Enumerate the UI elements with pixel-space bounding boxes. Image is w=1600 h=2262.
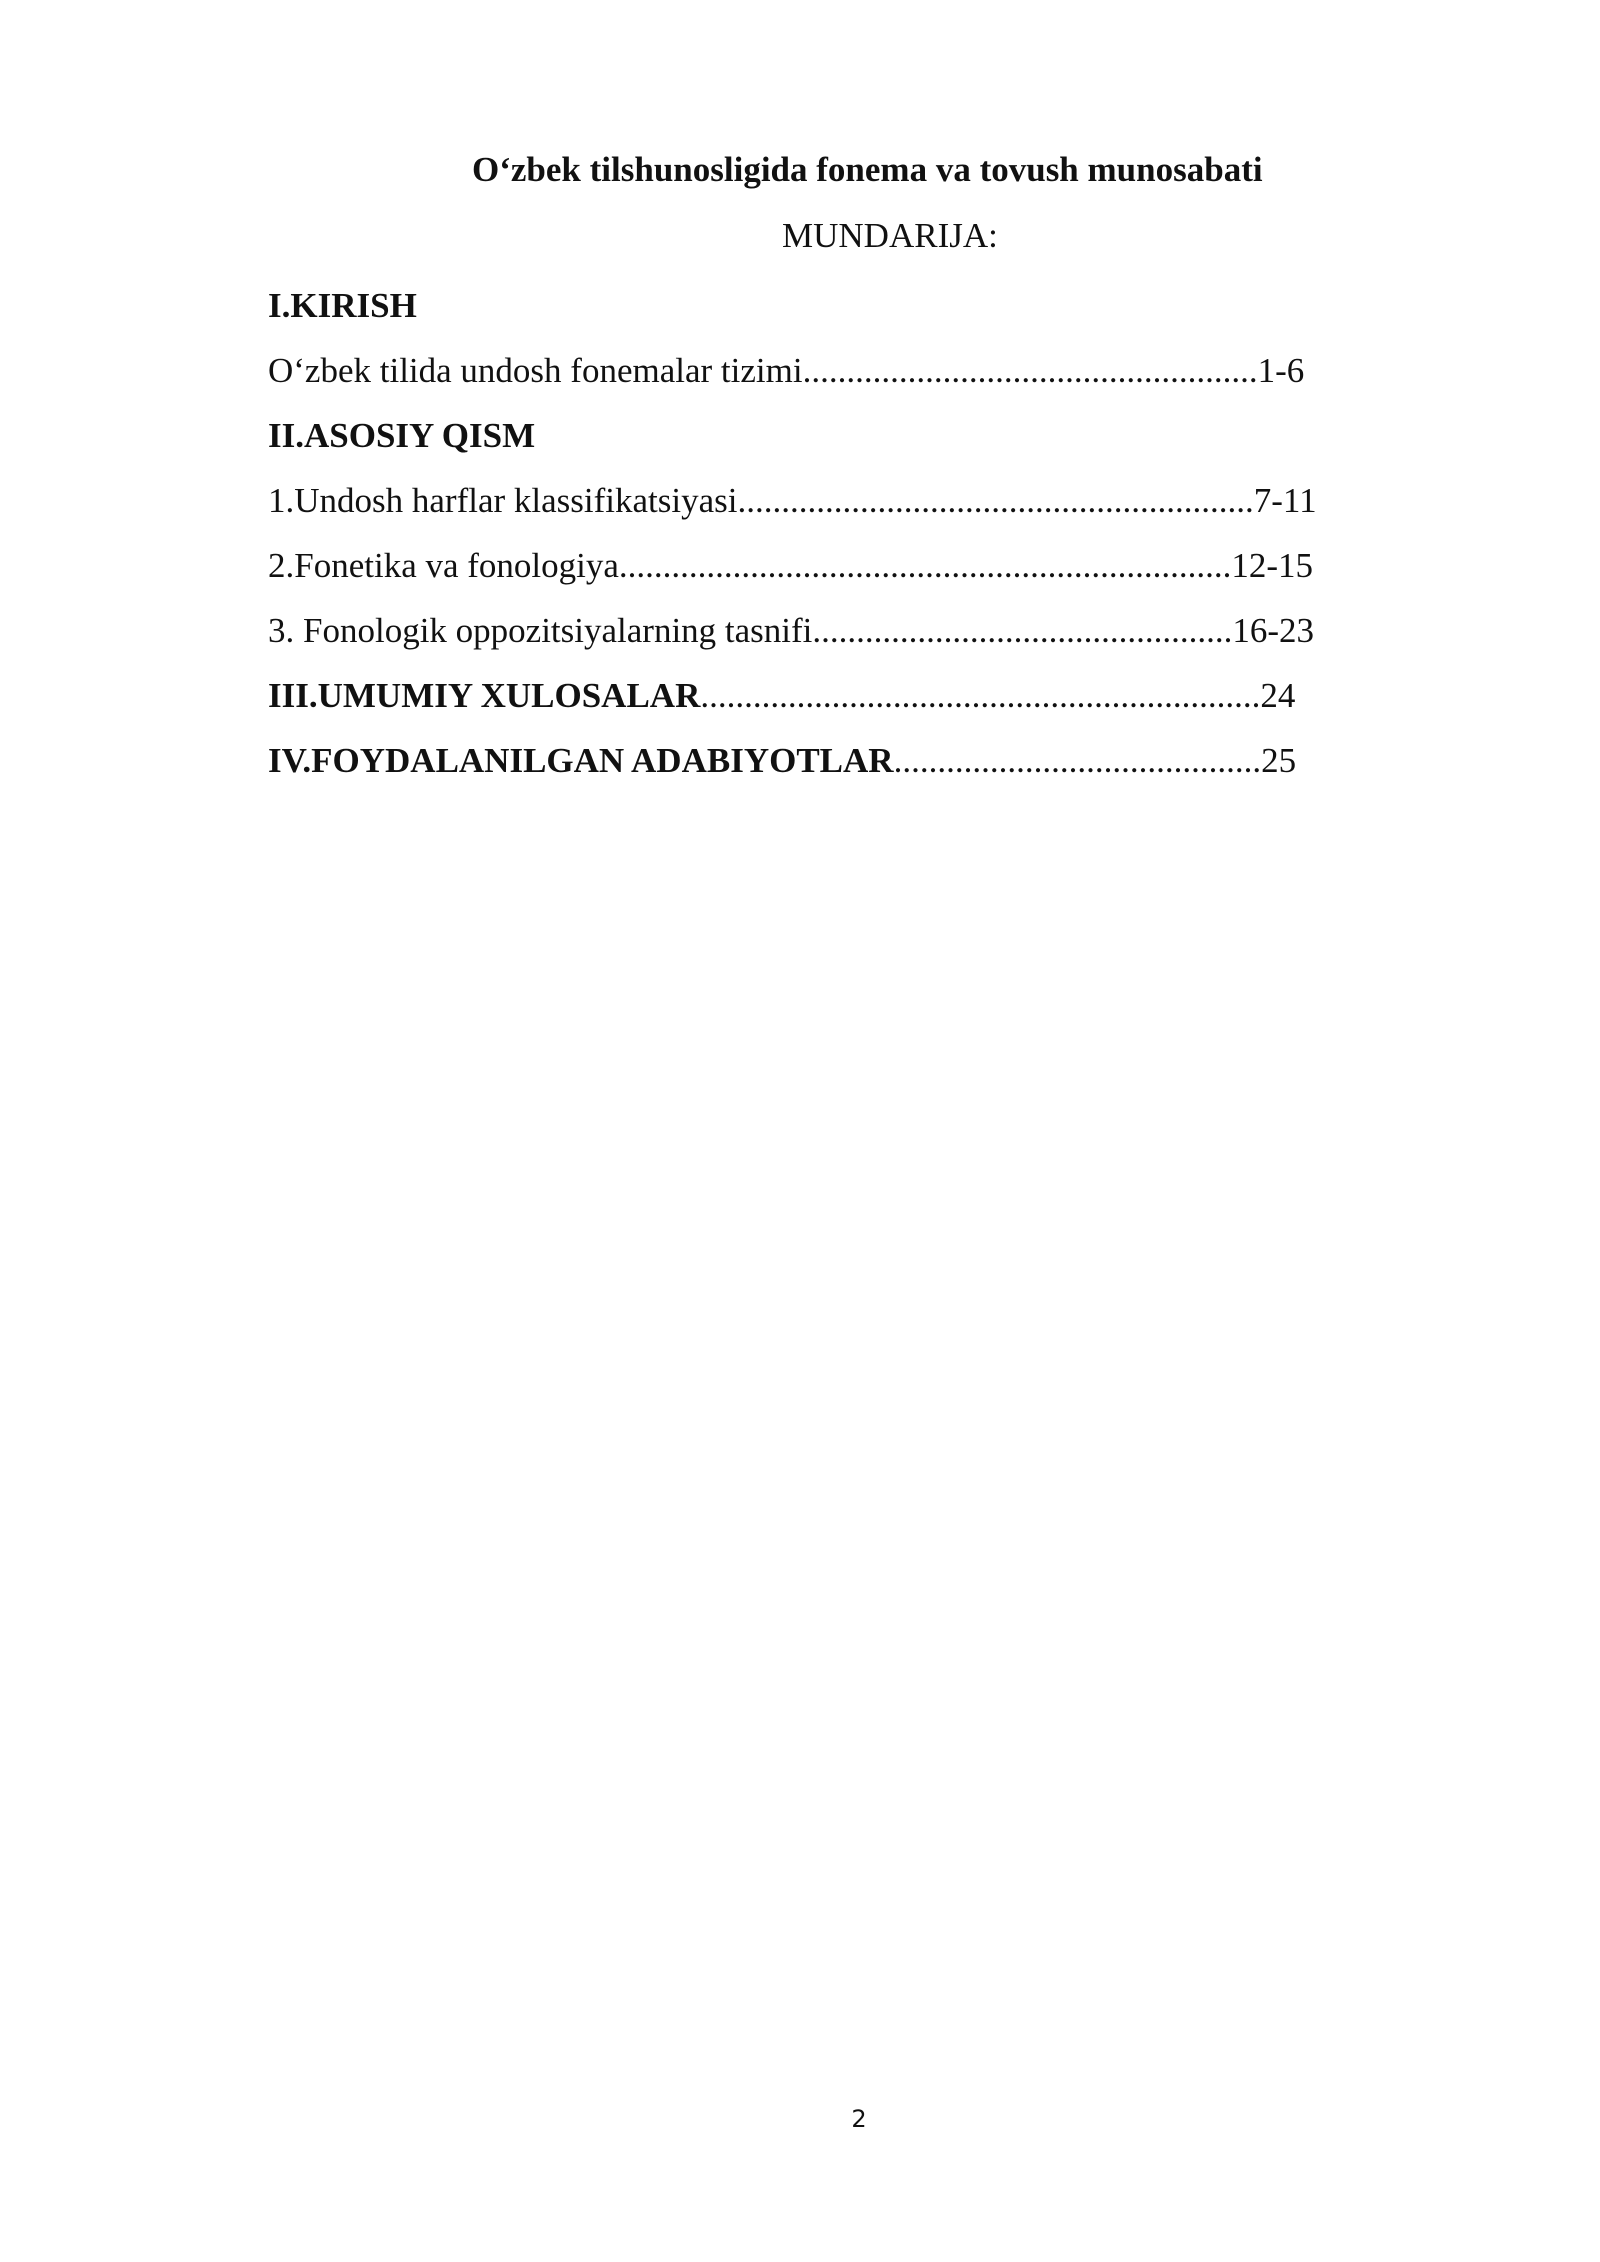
toc-entry — [268, 743, 1296, 778]
toc-page-number: 24 — [1260, 676, 1296, 715]
toc-entry-text: O‘zbek tilida undosh fonemalar tizimi — [268, 351, 803, 390]
toc-page-number: 25 — [1261, 741, 1297, 780]
page-number: 2 — [851, 2105, 867, 2133]
toc-leader: ................................................................ — [700, 676, 1261, 715]
toc-leader: ........................................................... — [737, 481, 1254, 520]
toc-entry — [268, 613, 1314, 648]
toc-entry-text: 2.Fonetika va fonologiya — [268, 546, 619, 585]
toc-leader: .................................................... — [802, 351, 1258, 390]
toc-entry-text: IV.FOYDALANILGAN ADABIYOTLAR — [268, 741, 894, 780]
toc-entry-text: I.KIRISH — [268, 286, 417, 325]
toc-entry-text: II.ASOSIY QISM — [268, 416, 536, 455]
toc-entry-text: III.UMUMIY XULOSALAR — [268, 676, 701, 715]
toc-entry — [268, 678, 1295, 713]
toc-leader: ...................................................................... — [618, 546, 1232, 585]
toc-entry — [268, 548, 1313, 583]
toc-entry-text: 1.Undosh harflar klassifikatsiyasi — [268, 481, 738, 520]
toc-section-heading — [268, 418, 535, 453]
toc-entry-text: 3. Fonologik oppozitsiyalarning tasnifi — [268, 611, 813, 650]
toc-page-number: 16-23 — [1232, 611, 1315, 650]
toc-section-heading — [268, 288, 417, 323]
toc-entry — [268, 483, 1317, 518]
document-title: O‘zbek tilshunosligida fonema va tovush munosabati — [472, 150, 1263, 189]
toc-leader: .......................................... — [893, 741, 1262, 780]
toc-page-number: 12-15 — [1231, 546, 1314, 585]
toc-page-number: 1-6 — [1257, 351, 1305, 390]
toc-entry — [268, 353, 1304, 388]
toc-page-number: 7-11 — [1253, 481, 1317, 520]
toc-heading: MUNDARIJA: — [782, 216, 998, 255]
toc-leader: ................................................ — [812, 611, 1233, 650]
